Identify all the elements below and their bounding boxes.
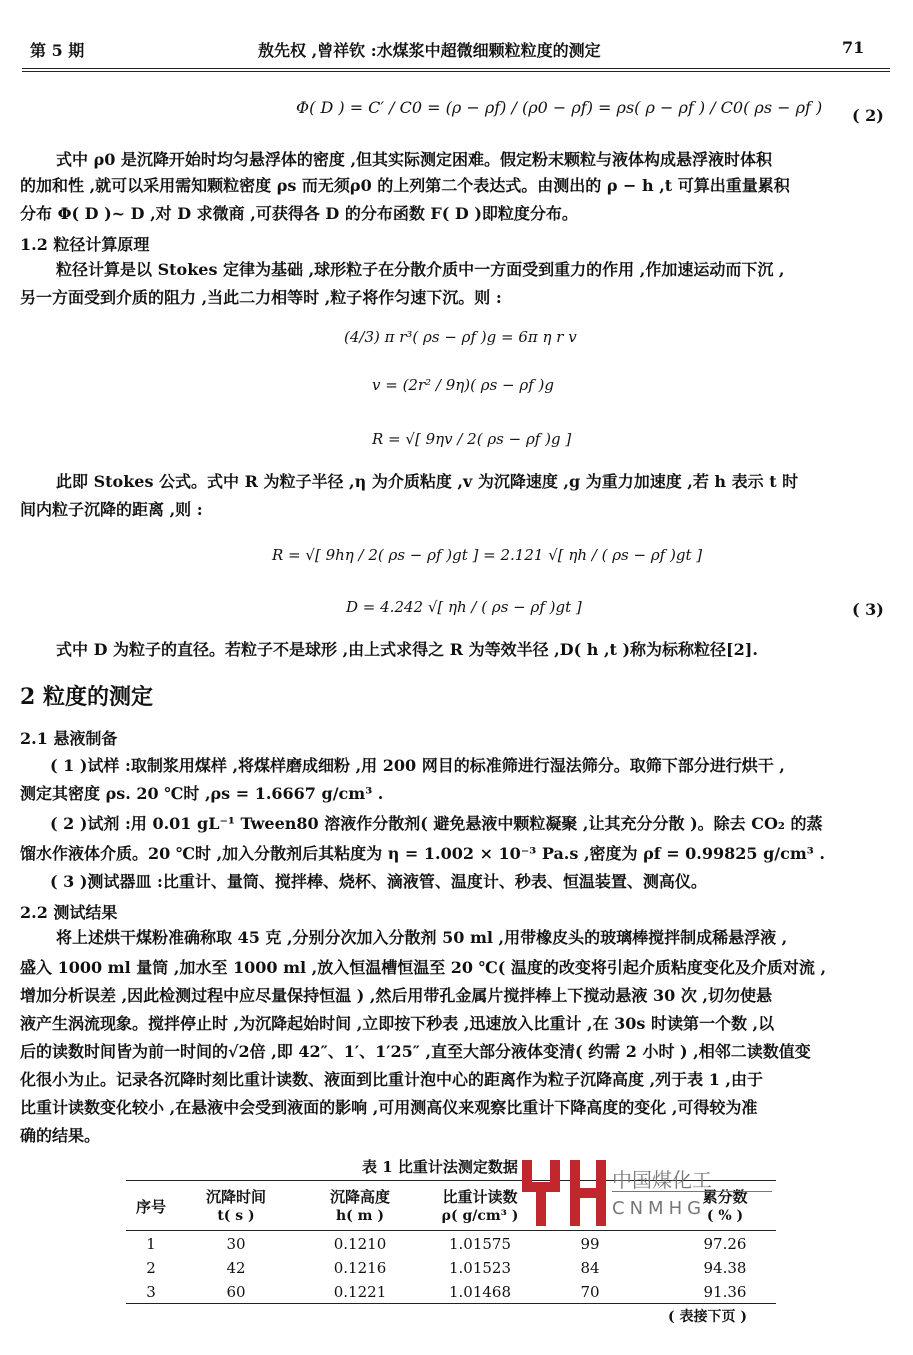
para5-line2: 测定其密度 ρs. 20 ℃时 ,ρs = 1.6667 g/cm³ . bbox=[20, 784, 384, 803]
table-cell: 1 bbox=[146, 1235, 156, 1253]
table-cell: 42 bbox=[226, 1259, 246, 1277]
table-cell: 3 bbox=[146, 1283, 156, 1301]
para6-line2: 盛入 1000 ml 量筒 ,加水至 1000 ml ,放入恒温槽恒温至 20 ℃( 温度的改变将引起介质粘度变化及介质对流 , bbox=[20, 958, 827, 977]
para3-line2: 间内粒子沉降的距离 ,则 : bbox=[20, 500, 203, 519]
table-header-rule bbox=[126, 1230, 776, 1231]
table-unit-reading: ρ( g/cm³ ) bbox=[441, 1208, 519, 1224]
equation-3-number: ( 3) bbox=[852, 600, 884, 619]
para2-line2: 另一方面受到介质的阻力 ,当此二力相等时 ,粒子将作匀速下沉。则 : bbox=[20, 288, 502, 307]
section-2-1-heading: 2.1 悬液制备 bbox=[20, 729, 118, 748]
table-cell: 0.1210 bbox=[333, 1235, 387, 1253]
table-cell: 84 bbox=[580, 1259, 600, 1277]
table-cell: 1.01468 bbox=[448, 1283, 512, 1301]
table-continued-note: ( 表接下页 ) bbox=[668, 1309, 747, 1325]
section-2-2-heading: 2.2 测试结果 bbox=[20, 903, 118, 922]
equation-2: Φ( D ) = C′ / C0 = (ρ − ρf) / (ρ0 − ρf) = ρs( ρ − ρf ) / C0( ρs − ρf ) bbox=[296, 98, 823, 117]
table-unit-time: t( s ) bbox=[217, 1208, 255, 1224]
para6-line7: 比重计读数变化较小 ,在悬液中会受到液面的影响 ,可用测高仪来观察比重计下降高度的变化 ,可得较为准 bbox=[20, 1098, 758, 1117]
para6-line3: 增加分析误差 ,因此检测过程中应尽量保持恒温 ) ,然后用带孔金属片搅拌棒上下搅动悬液 30 次 ,切勿使悬 bbox=[20, 986, 772, 1005]
para2-line1: 粒径计算是以 Stokes 定律为基础 ,球形粒子在分散介质中一方面受到重力的作用 ,作加速运动而下沉 , bbox=[56, 260, 785, 279]
equation-2-number: ( 2) bbox=[852, 106, 884, 125]
para6-line4: 液产生涡流现象。搅拌停止时 ,为沉降起始时间 ,立即按下秒表 ,迅速放入比重计 ,在 30s 时读第一个数 ,以 bbox=[20, 1014, 775, 1033]
table-cell: 2 bbox=[146, 1259, 156, 1277]
header-rule-thin bbox=[22, 71, 890, 72]
yh-logo-icon bbox=[520, 1160, 608, 1226]
para5-line3: ( 2 )试剂 :用 0.01 gL⁻¹ Tween80 溶液作分散剂( 避免悬液中颗粒凝聚 ,让其充分分散 )。除去 CO₂ 的蒸 bbox=[50, 814, 823, 833]
running-title: 敖先权 ,曾祥钦 :水煤浆中超微细颗粒粒度的测定 bbox=[258, 41, 601, 60]
table-cell: 91.36 bbox=[703, 1283, 747, 1301]
section-1-2-heading: 1.2 粒径计算原理 bbox=[20, 235, 150, 254]
table-cell: 1.01575 bbox=[448, 1235, 512, 1253]
equation-radius: R = √[ 9ηv / 2( ρs − ρf )g ] bbox=[372, 430, 572, 448]
table-cell: 70 bbox=[580, 1283, 600, 1301]
table-header-index: 序号 bbox=[135, 1198, 166, 1216]
table-header-height: 沉降高度 bbox=[329, 1188, 390, 1206]
para1-line2: 的加和性 ,就可以采用需知颗粒密度 ρs 而无须ρ0 的上列第二个表达式。由测出的 ρ − h ,t 可算出重量累积 bbox=[20, 176, 790, 195]
issue-label: 第 5 期 bbox=[30, 41, 85, 60]
watermark-logo bbox=[520, 1160, 782, 1228]
watermark-divider bbox=[612, 1191, 772, 1192]
para6-line6: 化很小为止。记录各沉降时刻比重计读数、液面到比重计泡中心的距离作为粒子沉降高度 ,列于表 1 ,由于 bbox=[20, 1070, 763, 1089]
para5-line1: ( 1 )试样 :取制浆用煤样 ,将煤样磨成细粉 ,用 200 网目的标准筛进行湿法筛分。取筛下部分进行烘干 , bbox=[50, 756, 785, 775]
watermark-cn-text: 中国煤化工 bbox=[612, 1168, 712, 1192]
table-cell: 30 bbox=[226, 1235, 246, 1253]
section-2-heading: 2 粒度的测定 bbox=[20, 684, 153, 710]
para1-line1: 式中 ρ0 是沉降开始时均匀悬浮体的密度 ,但其实际测定困难。假定粉末颗粒与液体构成悬浮液时体积 bbox=[56, 150, 773, 169]
table-cell: 97.26 bbox=[703, 1235, 747, 1253]
watermark-en-text: CNMHG bbox=[612, 1198, 707, 1219]
para5-line4: 馏水作液体介质。20 ℃时 ,加入分散剂后其粘度为 η = 1.002 × 10⁻³ Pa.s ,密度为 ρf = 0.99825 g/cm³ . bbox=[20, 844, 825, 863]
para6-line8: 确的结果。 bbox=[20, 1126, 101, 1145]
table-cell: 99 bbox=[580, 1235, 600, 1253]
para4: 式中 D 为粒子的直径。若粒子不是球形 ,由上式求得之 R 为等效半径 ,D( h ,t )称为标称粒径[2]. bbox=[56, 640, 758, 659]
page-number: 71 bbox=[842, 38, 865, 57]
table-cell: 1.01523 bbox=[448, 1259, 512, 1277]
para3-line1: 此即 Stokes 公式。式中 R 为粒子半径 ,η 为介质粘度 ,v 为沉降速度 ,g 为重力加速度 ,若 h 表示 t 时 bbox=[56, 472, 799, 491]
para6-line5: 后的读数时间皆为前一时间的√2倍 ,即 42″、1′、1′25″ ,直至大部分液体变清( 约需 2 小时 ) ,相邻二读数值变 bbox=[20, 1042, 811, 1061]
equation-radius-expanded: R = √[ 9hη / 2( ρs − ρf )gt ] = 2.121 √[ ηh / ( ρs − ρf )gt ] bbox=[272, 546, 703, 564]
table-header-time: 沉降时间 bbox=[205, 1188, 266, 1206]
table-caption: 表 1 比重计法测定数据 bbox=[362, 1158, 518, 1176]
equation-velocity: v = (2r² / 9η)( ρs − ρf )g bbox=[372, 376, 554, 394]
table-unit-height: h( m ) bbox=[336, 1208, 384, 1224]
table-header-reading: 比重计读数 bbox=[442, 1188, 518, 1206]
para1-line3: 分布 Φ( D )~ D ,对 D 求微商 ,可获得各 D 的分布函数 F( D )即粒度分布。 bbox=[20, 204, 578, 223]
equation-3: D = 4.242 √[ ηh / ( ρs − ρf )gt ] bbox=[346, 598, 582, 616]
table-header-cumulative: 累分数 bbox=[702, 1188, 748, 1206]
header-rule bbox=[22, 68, 890, 69]
para6-line1: 将上述烘干煤粉准确称取 45 克 ,分别分次加入分散剂 50 ml ,用带橡皮头的玻璃棒搅拌制成稀悬浮液 , bbox=[56, 928, 788, 947]
para5-line5: ( 3 )测试器皿 :比重计、量筒、搅拌棒、烧杯、滴液管、温度计、秒表、恒温装置、测高仪。 bbox=[50, 872, 707, 891]
table-bottom-rule bbox=[126, 1303, 776, 1304]
table-cell: 0.1221 bbox=[333, 1283, 387, 1301]
equation-force-balance: (4/3) π r³( ρs − ρf )g = 6π η r v bbox=[344, 328, 577, 346]
table-unit-cumulative: ( % ) bbox=[706, 1208, 744, 1224]
table-cell: 60 bbox=[226, 1283, 246, 1301]
table-cell: 0.1216 bbox=[333, 1259, 387, 1277]
table-cell: 94.38 bbox=[703, 1259, 747, 1277]
